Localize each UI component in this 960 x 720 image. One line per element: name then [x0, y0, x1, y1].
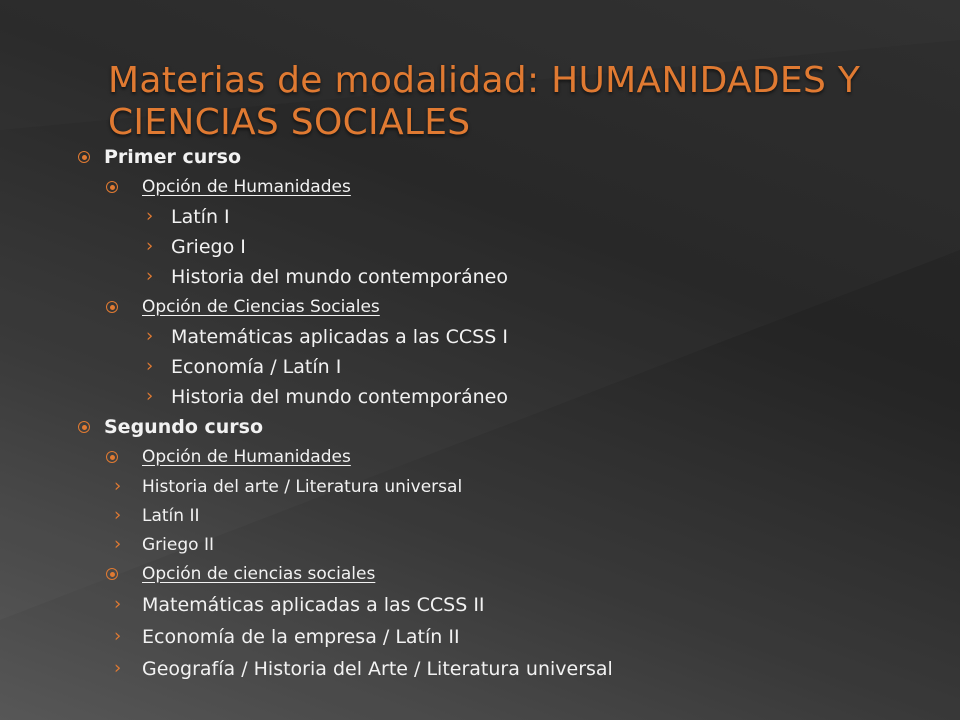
- circle-dot-bullet-icon: [106, 301, 118, 313]
- option-sociales-primer: [78, 292, 918, 322]
- list-item: [78, 589, 918, 621]
- list-item: [78, 382, 918, 412]
- section-heading: Primer curso: [104, 146, 241, 168]
- option-humanidades-primer: [78, 172, 918, 202]
- option-link[interactable]: Opción de ciencias sociales: [142, 564, 376, 584]
- list-item: [78, 352, 918, 382]
- list-item: [78, 621, 918, 653]
- chevron-right-icon: ›: [146, 325, 154, 347]
- list-item-label: Matemáticas aplicadas a las CCSS I: [171, 326, 508, 348]
- section-heading: Segundo curso: [104, 416, 264, 438]
- list-item: [78, 472, 918, 501]
- circle-dot-bullet-icon: [106, 451, 118, 463]
- option-link[interactable]: Opción de Humanidades: [142, 447, 351, 467]
- option-link[interactable]: Opción de Humanidades: [142, 177, 351, 197]
- list-item-label: Economía de la empresa / Latín II: [142, 626, 460, 648]
- list-item-label: Economía / Latín I: [171, 356, 342, 378]
- chevron-right-icon: ›: [114, 503, 122, 525]
- chevron-right-icon: ›: [146, 355, 154, 377]
- circle-dot-bullet-icon: [78, 151, 90, 163]
- circle-dot-bullet-icon: [106, 568, 118, 580]
- list-item-label: Geografía / Historia del Arte / Literatura universal: [142, 658, 613, 680]
- chevron-right-icon: ›: [114, 593, 122, 615]
- slide-title: [108, 60, 928, 144]
- list-item-label: Griego I: [171, 236, 246, 258]
- section-primer-curso: [78, 142, 918, 172]
- circle-dot-bullet-icon: [106, 181, 118, 193]
- chevron-right-icon: ›: [114, 532, 122, 554]
- section-segundo-curso: [78, 412, 918, 442]
- list-item-label: Historia del mundo contemporáneo: [171, 266, 508, 288]
- chevron-right-icon: ›: [146, 235, 154, 257]
- list-item-label: Matemáticas aplicadas a las CCSS II: [142, 594, 485, 616]
- chevron-right-icon: ›: [146, 385, 154, 407]
- option-humanidades-segundo: [78, 442, 918, 472]
- list-item-label: Latín I: [171, 206, 230, 228]
- list-item: [78, 232, 918, 262]
- list-item-label: Historia del arte / Literatura universal: [142, 476, 463, 497]
- list-item-label: Griego II: [142, 534, 214, 555]
- slide-title-line-2: CIENCIAS SOCIALES: [108, 102, 471, 143]
- slide-content: [78, 142, 918, 685]
- option-sociales-segundo: [78, 559, 918, 589]
- chevron-right-icon: ›: [114, 474, 122, 496]
- slide-title-line-1: Materias de modalidad: HUMANIDADES Y: [108, 60, 861, 101]
- list-item: [78, 322, 918, 352]
- chevron-right-icon: ›: [114, 657, 122, 679]
- list-item: [78, 530, 918, 559]
- list-item: [78, 501, 918, 530]
- list-item-label: Historia del mundo contemporáneo: [171, 386, 508, 408]
- chevron-right-icon: ›: [146, 265, 154, 287]
- chevron-right-icon: ›: [114, 625, 122, 647]
- chevron-right-icon: ›: [146, 205, 154, 227]
- option-link[interactable]: Opción de Ciencias Sociales: [142, 297, 380, 317]
- list-item: [78, 202, 918, 232]
- list-item-label: Latín II: [142, 505, 200, 526]
- list-item: [78, 653, 918, 685]
- list-item: [78, 262, 918, 292]
- circle-dot-bullet-icon: [78, 421, 90, 433]
